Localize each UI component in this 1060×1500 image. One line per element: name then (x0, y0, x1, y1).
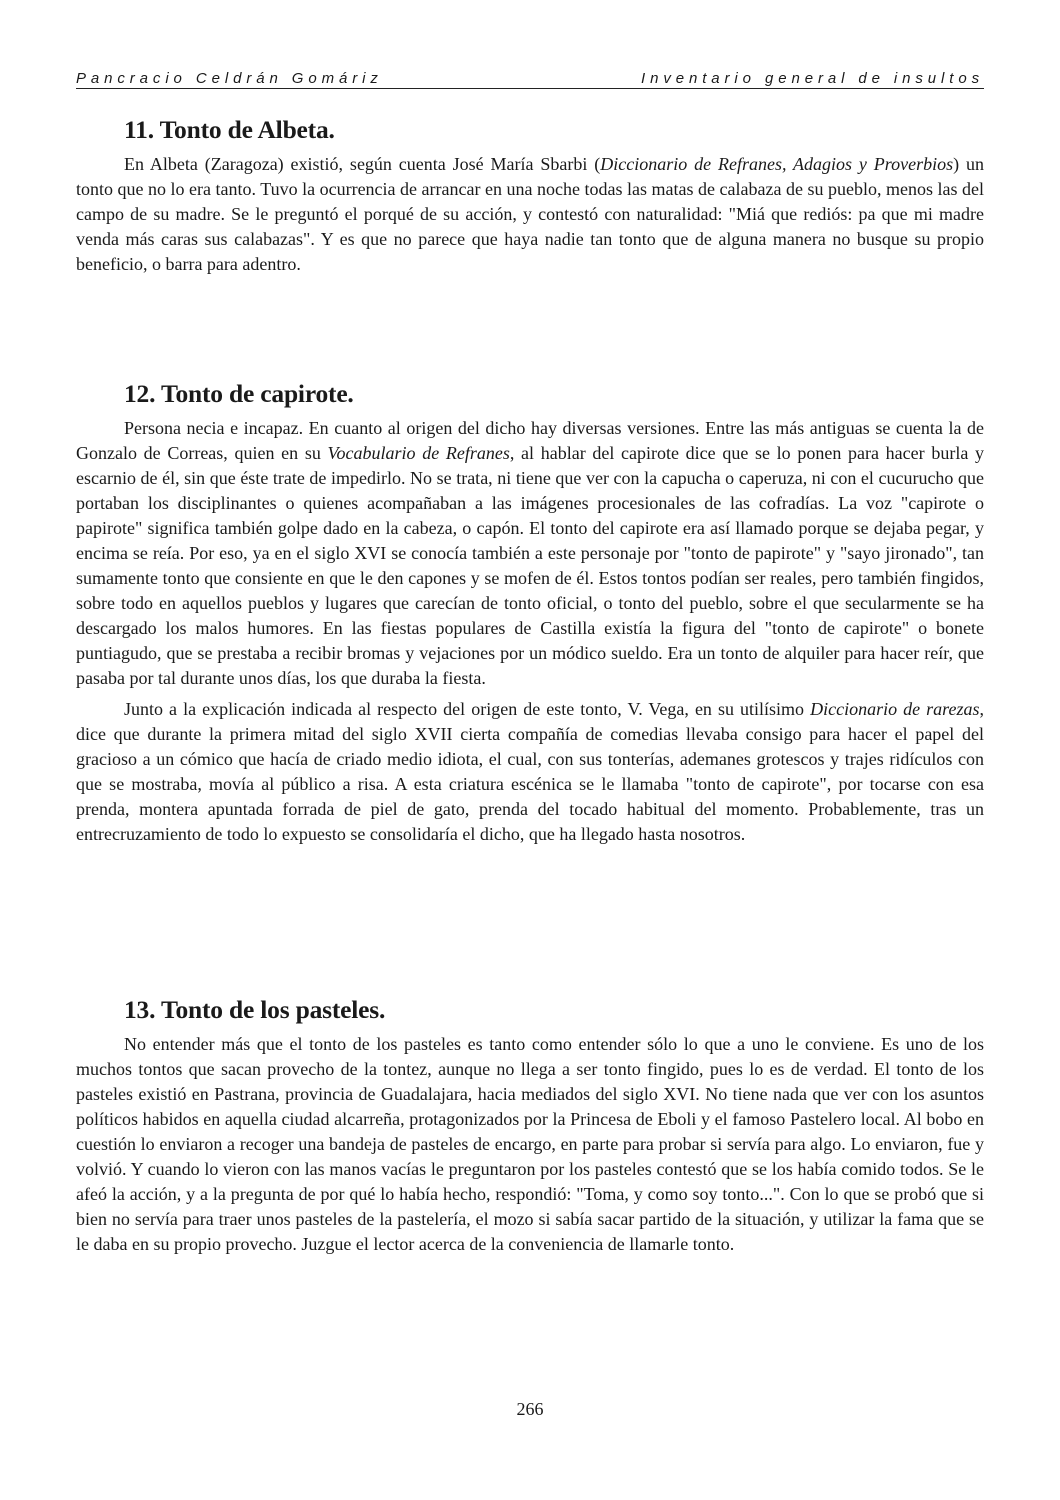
body-paragraph (76, 1032, 984, 1257)
text-segment: Junto a la explicación indicada al respecto del origen de este tonto, V. Vega, en su utilísimo (124, 699, 811, 719)
section-heading: 12. Tonto de capirote. (124, 379, 354, 408)
section-tonto-de-albeta (76, 114, 984, 283)
header-author: Pancracio Celdrán Gomáriz (76, 70, 383, 87)
italic-title-reference: Diccionario de rarezas (810, 699, 980, 719)
italic-title-reference: Diccionario de Refranes, Adagios y Proverbios (600, 154, 954, 174)
section-tonto-de-los-pasteles (76, 994, 984, 1263)
running-header (76, 60, 984, 89)
page-number: 266 (516, 1399, 544, 1419)
text-segment: En Albeta (Zaragoza) existió, según cuenta José María Sbarbi ( (124, 154, 601, 174)
section-heading: 11. Tonto de Albeta. (124, 115, 335, 144)
text-segment: Persona necia e incapaz. En cuanto al origen del dicho hay diversas versiones. Entre las más antiguas se cuenta la de Gonzalo de Correas, quien en su (76, 418, 984, 463)
text-segment: , dice que durante la primera mitad del siglo XVII cierta compañía de comedias llevaba consigo para hacer el papel del gracioso a un cómico que hacía de criado medio idiota, el cual, con sus tonterías, ademanes grotescos y trajes ridículos con que se mostraba, movía al público a risa. A esta criatura escénica se le llamaba "tonto de capirote", por tocarse con esa prenda, montera apuntada forrada de piel de gato, prenda del tocado habitual del momento. Probablemente, tras un entrecruzamiento de todo lo expuesto se consolidaría el dicho, que ha llegado hasta nosotros. (76, 699, 984, 844)
header-book-title: Inventario general de insultos (641, 70, 984, 87)
italic-title-reference: Vocabulario de Refranes (327, 443, 510, 463)
body-paragraph (76, 697, 984, 847)
section-tonto-de-capirote (76, 378, 984, 853)
text-segment: ) un tonto que no lo era tanto. Tuvo la ocurrencia de arrancar en una noche todas las matas de calabaza de su pueblo, menos las del campo de su madre. Se le preguntó el porqué de su acción, y contestó con naturalidad: "Miá que rediós: pa que mi madre venda más caras sus calabazas". Y es que no parece que haya nadie tan tonto que de alguna manera no busque su propio beneficio, o barra para adentro. (76, 154, 984, 274)
book-page (76, 60, 984, 1480)
body-paragraph (76, 416, 984, 691)
section-heading: 13. Tonto de los pasteles. (124, 995, 386, 1024)
text-segment: No entender más que el tonto de los pasteles es tanto como entender sólo lo que a uno le conviene. Es uno de los muchos tontos que sacan provecho de la tontez, aunque no llega a ser tonto fingido, pues lo es de verdad. El tonto de los pasteles existió en Pastrana, provincia de Guadalajara, hacia mediados del siglo XVI. No tiene nada que ver con los asuntos políticos habidos en aquella ciudad alcarreña, protagonizados por la Princesa de Eboli y el famoso Pastelero local. Al bobo en cuestión lo enviaron a recoger una bandeja de pasteles de encargo, en parte para probar si servía para algo. Lo enviaron, fue y volvió. Y cuando lo vieron con las manos vacías le preguntaron por los pasteles contestó que se los había comido todos. Se le afeó la acción, y a la pregunta de por qué lo había hecho, respondió: "Toma, y como soy tonto...". Con lo que se probó que si bien no servía para traer unos pasteles de la pastelería, el mozo si sabía sacar partido de la situación, y utilizar la fama que se le daba en su propio provecho. Juzgue el lector acerca de la conveniencia de llamarle tonto. (76, 1034, 984, 1254)
body-paragraph (76, 152, 984, 277)
text-segment: , al hablar del capirote dice que se lo ponen para hacer burla y escarnio de él, sin que éste trate de impedirlo. No se trata, ni tiene que ver con la capucha o caperuza, ni con el cucurucho que portaban los disciplinantes o quienes acompañaban a las imágenes procesionales de las cofradías. La voz "capirote o papirote" significa también golpe dado en la cabeza, o capón. El tonto del capirote era así llamado porque se dejaba pegar, y encima se reía. Por eso, ya en el siglo XVI se conocía también a este personaje por "tonto de papirote" y "sayo jironado", tan sumamente tonto que consiente en que le den capones y se mofen de él. Estos tontos podían ser reales, pero también fingidos, sobre todo en aquellos pueblos y lugares que carecían de tonto oficial, o tonto del pueblo, sobre el que secularmente se ha descargado los malos humores. En las fiestas populares de Castilla existía la figura del "tonto de capirote" o bonete puntiagudo, que se prestaba a recibir bromas y vejaciones por un módico sueldo. Era un tonto de alquiler para hacer reír, que pasaba por tal durante unos días, los que duraba la fiesta. (76, 443, 984, 688)
